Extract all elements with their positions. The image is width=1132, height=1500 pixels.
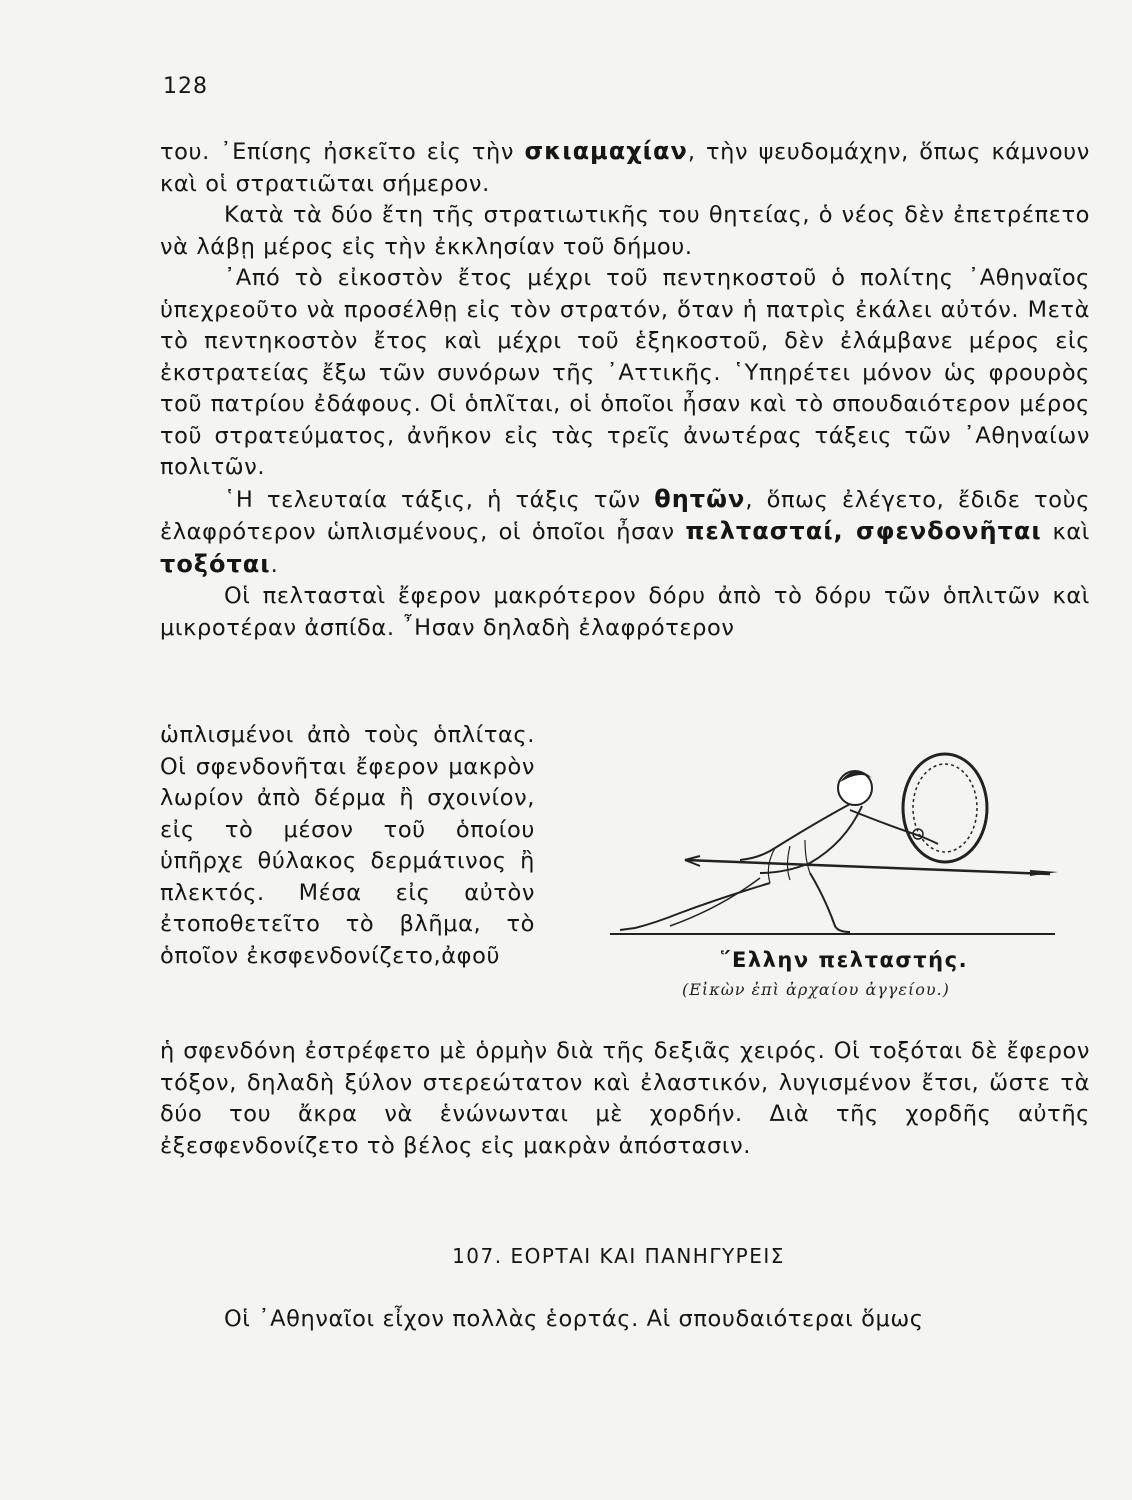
paragraph-1 — [160, 136, 1090, 200]
page-number: 128 — [163, 74, 208, 99]
shield — [903, 754, 987, 862]
paragraph-4-text-e: καὶ — [1041, 519, 1090, 545]
section-heading: 107. ΕΟΡΤΑΙ ΚΑΙ ΠΑΝΗΓΥΡΕΙΣ — [452, 1244, 785, 1268]
figure-subcaption: (Εἰκὼν ἐπὶ ἀρχαίου ἀγγείου.) — [682, 980, 950, 999]
paragraph-5-end: ἡ σφενδόνη ἐστρέφετο μὲ ὁρμὴν διὰ τῆς δεξιᾶς χειρός. Οἱ τοξόται δὲ ἔφερον τόξον, δηλαδὴ ξύλον στερεώτατον καὶ ἐλαστικόν, λυγισμένον ἔτσι, ὥστε τὰ δύο του ἄκρα νὰ ἑνώνωνται μὲ χορδήν. Διὰ τῆς χορδῆς αὐτῆς ἐξεσφενδονίζετο τὸ βέλος εἰς μακρὰν ἀπόστασιν. — [160, 1038, 1090, 1159]
body-text-top — [160, 136, 1090, 644]
paragraph-5-start: Οἱ πελτασταὶ ἔφερον μακρότερον δόρυ ἀπὸ τὸ δόρυ τῶν ὁπλιτῶν καὶ μικροτέραν ἀσπίδα. ῏Ησαν δηλαδὴ ἐλαφρότερον — [160, 583, 1090, 641]
arm — [850, 810, 938, 844]
paragraph-4 — [160, 484, 1090, 582]
body-text-bottom — [160, 1036, 1090, 1162]
term-peltastai-sfendonitai: πελτασταί, σφενδονῆται — [685, 517, 1042, 545]
section-first-line: Οἱ ᾽Αθηναῖοι εἶχον πολλὰς ἑορτάς. Αἱ σπουδαιότεραι ὅμως — [224, 1306, 924, 1332]
head — [838, 771, 872, 805]
term-thiton: θητῶν — [654, 484, 746, 513]
spear — [685, 860, 1050, 874]
torso — [740, 804, 850, 860]
paragraph-4-text-a: ῾Η τελευταία τάξις, ἡ τάξις τῶν — [224, 486, 655, 513]
figure-caption: ῞Ελλην πελταστής. — [720, 948, 969, 972]
paragraph-2: Κατὰ τὰ δύο ἔτη τῆς στρατιωτικῆς του θητείας, ὁ νέος δὲν ἐπετρέπετο νὰ λάβῃ μέρος εἰς τὴν ἐκκλησίαν τοῦ δήμου. — [160, 202, 1090, 260]
term-skiamachia: σκιαμαχίαν — [524, 137, 688, 165]
paragraph-4-text-c: , ὅπως ἐλέγετο, ἔδιδε τοὺς ἐλαφρότερον ὡπλισμένους, οἱ ὁποῖοι ἦσαν — [160, 486, 1090, 545]
legs — [620, 883, 770, 930]
paragraph-4-text-g: . — [270, 551, 279, 578]
body-text-section — [160, 1304, 1090, 1336]
term-toxotai: τοξόται — [160, 549, 271, 578]
paragraph-1-text-c: , τὴν ψευδομάχην, ὅπως κάμνουν καὶ οἱ στρατιῶται σήμερον. — [160, 139, 1090, 197]
peltast-illustration — [600, 748, 1070, 948]
paragraph-1-text-a: του. ᾽Επίσης ἠσκεῖτο εἰς τὴν — [160, 139, 525, 165]
body-text-narrow: ὡπλισμένοι ἀπὸ τοὺς ὁπλίτας. Οἱ σφενδονῆται ἔφερον μακρὸν λωρίον ἀπὸ δέρμα ἢ σχοινίον, εἰς τὸ μέσον τοῦ ὁποίου ὑπῆρχε θύλακος δερμάτινος ἢ πλεκτός. Μέσα εἰς αὐτὸν ἐτοποθετεῖτο τὸ βλῆμα, τὸ ὁποῖον ἐκσφενδονίζετο,ἀφοῦ — [160, 722, 535, 969]
paragraph-3: ᾽Από τὸ εἰκοστὸν ἔτος μέχρι τοῦ πεντηκοστοῦ ὁ πολίτης ᾽Αθηναῖος ὑπεχρεοῦτο νὰ προσέλθῃ εἰς τὸν στρατόν, ὅταν ἡ πατρὶς ἐκάλει αὐτόν. Μετὰ τὸ πεντηκοστὸν ἔτος καὶ μέχρι τοῦ ἑξηκοστοῦ, δὲν ἐλάμβανε μέρος εἰς ἐκστρατείας ἔξω τῶν συνόρων τῆς ᾽Αττικῆς. ῾Υπηρέτει μόνον ὡς φρουρὸς τοῦ πατρίου ἐδάφους. Οἱ ὁπλῖται, οἱ ὁποῖοι ἦσαν καὶ τὸ σπουδαιότερον μέρος τοῦ στρατεύματος, ἀνῆκον εἰς τὰς τρεῖς ἀνωτέρας τάξεις τῶν ᾽Αθηναίων πολιτῶν. — [160, 265, 1090, 480]
